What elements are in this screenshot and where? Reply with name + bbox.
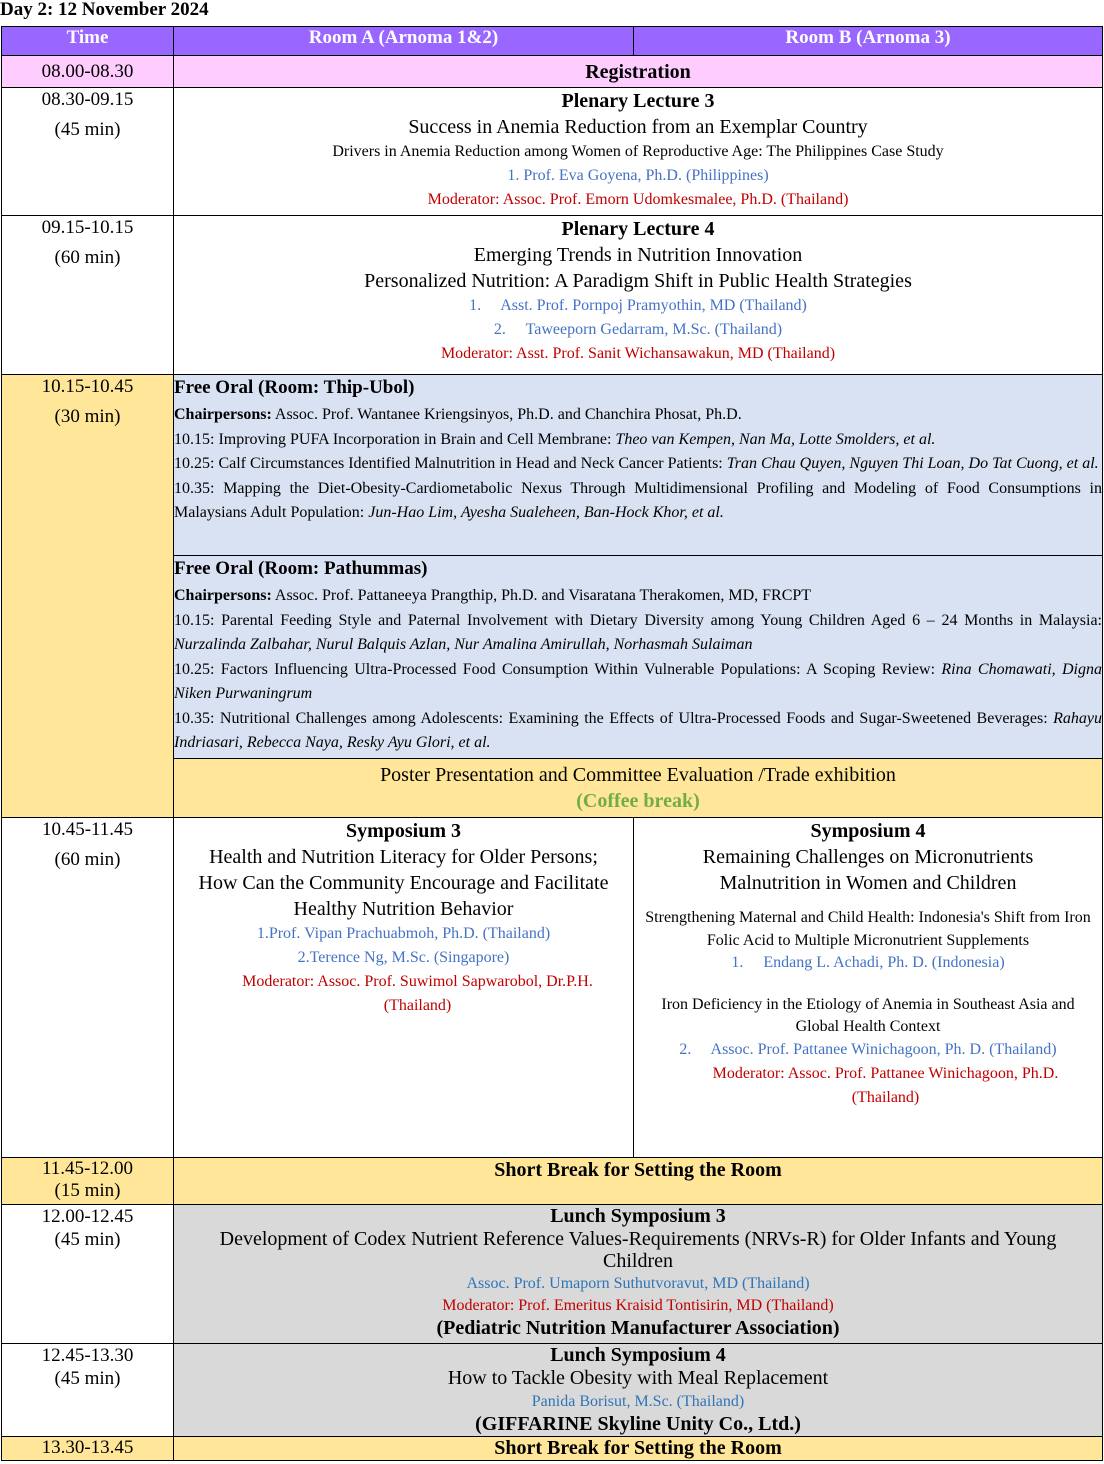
lunch-symposium-3-row (2, 1205, 1103, 1344)
symposium-3-moderator: Moderator: Assoc. Prof. Suwimol Sapwarobol, Dr.P.H. (Thailand) (242, 973, 593, 1014)
plenary-4-duration: (60 min) (54, 247, 121, 268)
registration-time: 08.00-08.30 (2, 56, 174, 88)
registration-row (2, 56, 1103, 88)
free-oral-1-item-1: 10.15: Improving PUFA Incorporation in Brain and Cell Membrane: (174, 430, 616, 448)
symposium-row (2, 818, 1103, 1158)
short-break-1-duration: (15 min) (54, 1180, 121, 1201)
free-oral-2-item-2-authors: Rina Chomawati, Digna Niken Purwaningrum (174, 660, 1103, 702)
free-oral-1-chair-label: Chairpersons: (174, 406, 272, 423)
plenary-4-speaker-1: 1. Asst. Prof. Pornpoj Pramyothin, MD (Thailand) (469, 297, 807, 314)
short-break-1-title: Short Break for Setting the Room (174, 1158, 1103, 1205)
plenary-4-time-cell (2, 216, 174, 375)
plenary-3-speaker: 1. Prof. Eva Goyena, Ph.D. (Philippines) (507, 167, 769, 184)
plenary-4-title: Emerging Trends in Nutrition Innovation (473, 244, 803, 266)
symposium-time-cell (2, 818, 174, 1158)
plenary-3-subtitle: Drivers in Anemia Reduction among Women of Reproductive Age: The Philippines Case Study (332, 143, 944, 160)
symposium-3-heading: Symposium 3 (345, 820, 462, 842)
free-oral-1-item-2-authors: Tran Chau Quyen, Nguyen Thi Loan, Do Tat Cuong, et al. (726, 455, 1099, 472)
plenary-3-duration: (45 min) (54, 119, 121, 140)
plenary-3-title: Success in Anemia Reduction from an Exemplar Country (408, 116, 868, 138)
lunch-3-speaker: Assoc. Prof. Umaporn Suthutvoravut, MD (Thailand) (466, 1275, 810, 1292)
lunch-4-heading: Lunch Symposium 4 (550, 1344, 726, 1366)
plenary-4-subtitle: Personalized Nutrition: A Paradigm Shift in Public Health Strategies (364, 270, 912, 292)
short-break-1-time: 11.45-12.00 (41, 1158, 134, 1179)
day-title: Day 2: 12 November 2024 (0, 0, 209, 20)
lunch-symposium-4-row (2, 1344, 1103, 1437)
free-oral-duration: (30 min) (54, 406, 121, 427)
symposium-4-heading: Symposium 4 (810, 820, 926, 842)
plenary-3-row (2, 88, 1103, 216)
symposium-4-talk-1: Strengthening Maternal and Child Health: Indonesia's Shift from Iron Folic Acid to Multiple Micronutrient Supplements (645, 909, 1091, 949)
lunch-3-moderator: Moderator: Prof. Emeritus Kraisid Tontisirin, MD (Thailand) (442, 1297, 834, 1314)
symposium-3-speaker-1: 1.Prof. Vipan Prachuabmoh, Ph.D. (Thailand) (256, 925, 551, 942)
free-oral-2-item-3-authors: Rahayu Indriasari, Rebecca Naya, Resky Ayu Glori, et al. (174, 709, 1102, 751)
symposium-4-moderator: Moderator: Assoc. Prof. Pattanee Winichagoon, Ph.D. (Thailand) (712, 1065, 1059, 1106)
free-oral-pathummas (174, 556, 1103, 759)
free-oral-1-chairpersons: Assoc. Prof. Wantanee Kriengsinyos, Ph.D. and Chanchira Phosat, Ph.D. (271, 406, 742, 423)
free-oral-2-chair-label: Chairpersons: (174, 587, 272, 604)
registration-title: Registration (174, 56, 1103, 88)
free-oral-2-chairpersons: Assoc. Prof. Pattaneeya Prangthip, Ph.D. and Visaratana Therakomen, MD, FRCPT (271, 587, 812, 604)
header-room-b: Room B (Arnoma 3) (634, 27, 1103, 56)
plenary-3-content (174, 88, 1103, 216)
plenary-4-row (2, 216, 1103, 375)
short-break-2-row (2, 1437, 1103, 1461)
symposium-4-cell (634, 818, 1103, 1158)
symposium-4-speaker-2: 2. Assoc. Prof. Pattanee Winichagoon, Ph. D. (Thailand) (679, 1041, 1057, 1058)
plenary-3-time-cell (2, 88, 174, 216)
symposium-duration: (60 min) (54, 849, 121, 870)
lunch-4-time: 12.45-13.30 (41, 1345, 134, 1366)
lunch-3-time-cell (2, 1205, 174, 1344)
symposium-4-speaker-1: 1. Endang L. Achadi, Ph. D. (Indonesia) (731, 954, 1005, 971)
free-oral-1-item-2: 10.25: Calf Circumstances Identified Malnutrition in Head and Neck Cancer Patients: (174, 455, 727, 472)
free-oral-1-item-3: 10.35: Mapping the Diet-Obesity-Cardiometabolic Nexus Through Multidimensional Profiling and Modeling of Food Consumptions in Malaysians Adult Population: (174, 479, 1102, 521)
free-oral-2-item-1-authors: Nurzalinda Zalbahar, Nurul Balquis Azlan, Nur Amalina Amirullah, Norhasmah Sulaiman (174, 636, 753, 653)
program-table (1, 26, 1103, 1461)
free-oral-2-item-1: 10.15: Parental Feeding Style and Paternal Involvement with Dietary Diversity among Young Children Aged 6 – 24 Months in Malaysia: (174, 611, 1102, 629)
table-header-row (2, 27, 1103, 56)
free-oral-2-item-3: 10.35: Nutritional Challenges among Adolescents: Examining the Effects of Ultra-Processed Foods and Sugar-Sweetened Beverages: (174, 709, 1054, 727)
free-oral-thip-ubol (174, 375, 1103, 556)
header-time: Time (2, 27, 174, 56)
lunch-3-heading: Lunch Symposium 3 (550, 1205, 726, 1227)
free-oral-2-item-2: 10.25: Factors Influencing Ultra-Processed Food Consumption Within Vulnerable Populations: A Scoping Review: (174, 660, 942, 678)
poster-cell (174, 759, 1103, 818)
lunch-3-sponsor: (Pediatric Nutrition Manufacturer Association) (436, 1317, 840, 1339)
lunch-4-time-cell (2, 1344, 174, 1437)
short-break-1-time-cell (2, 1158, 174, 1205)
symposium-3-title: Health and Nutrition Literacy for Older Persons; How Can the Community Encourage and Facilitate Healthy Nutrition Behavior (198, 846, 609, 920)
free-oral-row-1 (2, 375, 1103, 556)
symposium-3-cell (174, 818, 634, 1158)
short-break-2-title: Short Break for Setting the Room (174, 1437, 1103, 1461)
lunch-3-content (174, 1205, 1103, 1344)
symposium-4-title: Remaining Challenges on Micronutrients Malnutrition in Women and Children (702, 846, 1034, 894)
free-oral-time: 10.15-10.45 (41, 376, 134, 397)
symposium-time: 10.45-11.45 (41, 819, 134, 840)
plenary-4-speaker-2: 2. Taweeporn Gedarram, M.Sc. (Thailand) (493, 321, 783, 338)
plenary-3-time: 08.30-09.15 (41, 89, 134, 110)
plenary-3-heading: Plenary Lecture 3 (561, 90, 715, 112)
plenary-4-moderator: Moderator: Asst. Prof. Sanit Wichansawakun, MD (Thailand) (440, 345, 836, 362)
short-break-2-time: 13.30-13.45 (2, 1437, 174, 1461)
plenary-4-content (174, 216, 1103, 375)
lunch-4-speaker: Panida Borisut, M.Sc. (Thailand) (531, 1393, 745, 1410)
free-oral-1-heading: Free Oral (Room: Thip-Ubol) (174, 377, 415, 398)
coffee-break: (Coffee break) (576, 790, 700, 812)
lunch-4-content (174, 1344, 1103, 1437)
free-oral-time-cell (2, 375, 174, 818)
symposium-3-speaker-2: 2.Terence Ng, M.Sc. (Singapore) (297, 949, 510, 966)
lunch-3-title: Development of Codex Nutrient Reference Values-Requirements (NRVs-R) for Older Infants and Young Children (219, 1228, 1057, 1272)
lunch-3-duration: (45 min) (54, 1229, 121, 1250)
lunch-4-title: How to Tackle Obesity with Meal Replacement (447, 1367, 829, 1389)
lunch-4-sponsor: (GIFFARINE Skyline Unity Co., Ltd.) (475, 1413, 801, 1435)
plenary-4-time: 09.15-10.15 (41, 217, 134, 238)
short-break-1-row (2, 1158, 1103, 1205)
lunch-4-duration: (45 min) (54, 1368, 121, 1389)
symposium-4-talk-2: Iron Deficiency in the Etiology of Anemia in Southeast Asia and Global Health Context (661, 996, 1075, 1035)
free-oral-1-item-1-authors: Theo van Kempen, Nan Ma, Lotte Smolders, et al. (615, 430, 936, 448)
free-oral-1-item-3-authors: Jun-Hao Lim, Ayesha Sualeheen, Ban-Hock Khor, et al. (368, 504, 724, 521)
plenary-3-moderator: Moderator: Assoc. Prof. Emorn Udomkesmalee, Ph.D. (Thailand) (427, 191, 849, 208)
free-oral-2-heading: Free Oral (Room: Pathummas) (174, 558, 428, 579)
lunch-3-time: 12.00-12.45 (41, 1206, 134, 1227)
header-room-a: Room A (Arnoma 1&2) (174, 27, 634, 56)
plenary-4-heading: Plenary Lecture 4 (561, 218, 715, 240)
poster-title: Poster Presentation and Committee Evaluation /Trade exhibition (380, 764, 896, 786)
